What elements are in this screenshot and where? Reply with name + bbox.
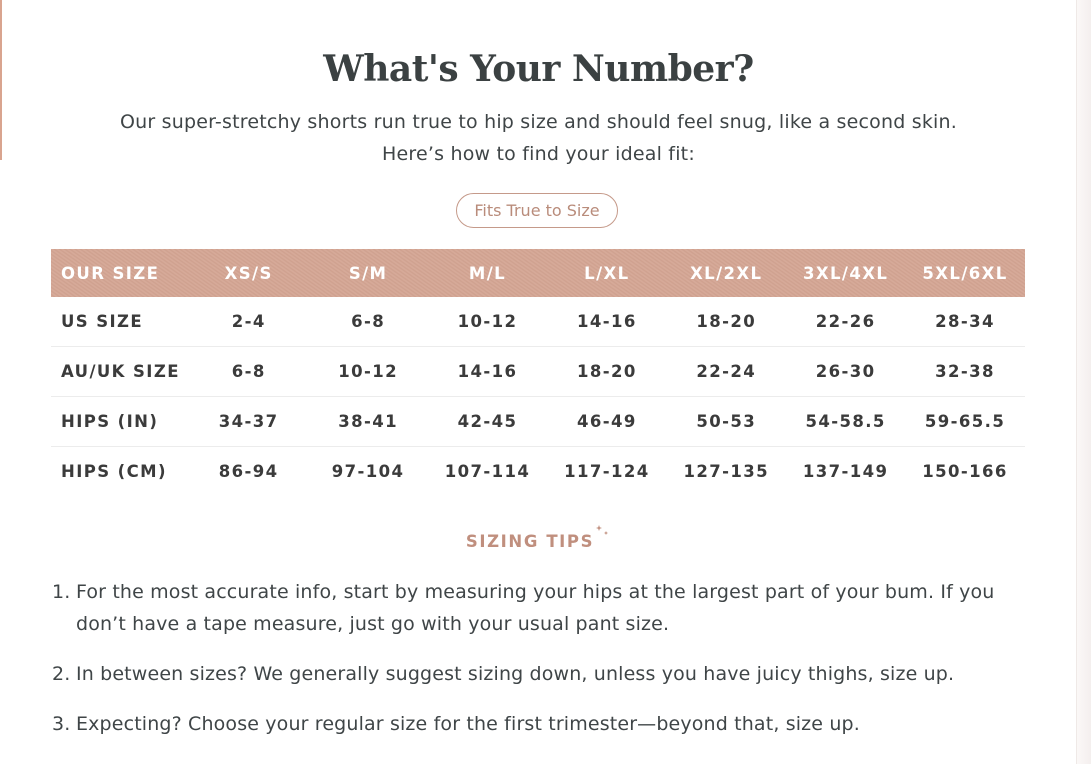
table-cell: 14-16 bbox=[457, 362, 518, 381]
table-header-cell: M/L bbox=[468, 263, 507, 283]
table-cell: 10-12 bbox=[338, 362, 398, 381]
table-cell: 6-8 bbox=[351, 312, 386, 331]
sizing-tips-list bbox=[52, 576, 1032, 758]
table-cell: 50-53 bbox=[696, 412, 757, 431]
table-header-cell: L/XL bbox=[584, 263, 630, 283]
list-item-text: In between sizes? We generally suggest sizing down, unless you have juicy thighs, size up. bbox=[76, 663, 955, 685]
table-cell: 22-26 bbox=[815, 312, 876, 331]
list-item bbox=[52, 658, 1032, 690]
subtitle-line-1: Our super-stretchy shorts run true to hip size and should feel snug, like a second skin. bbox=[119, 111, 958, 133]
table-header-cell: 3XL/4XL bbox=[803, 263, 889, 283]
table-cell: 117-124 bbox=[564, 462, 650, 481]
table-cell: 127-135 bbox=[683, 462, 770, 481]
table-row-au-uk-size bbox=[51, 347, 1025, 397]
table-cell: 32-38 bbox=[935, 362, 995, 381]
list-item-number: 3. bbox=[52, 713, 71, 735]
list-item-text: For the most accurate info, start by measuring your hips at the largest part of your bum. If you don’t have a tape measure, just go with your usual pant size. bbox=[76, 581, 995, 635]
table-header-row bbox=[51, 249, 1025, 297]
page-title: What's Your Number? bbox=[323, 48, 754, 90]
list-item-number: 1. bbox=[52, 581, 71, 603]
table-cell: 42-45 bbox=[457, 412, 518, 431]
table-header-cell: XL/2XL bbox=[690, 263, 763, 283]
list-item bbox=[52, 708, 1032, 740]
table-row-hips-cm bbox=[51, 447, 1025, 496]
table-header-cell: XS/S bbox=[224, 263, 273, 283]
table-cell: 18-20 bbox=[576, 362, 637, 381]
table-cell: 34-37 bbox=[218, 412, 279, 431]
table-cell: 137-149 bbox=[802, 462, 889, 481]
table-cell: 46-49 bbox=[576, 412, 637, 431]
sizing-tips-heading bbox=[0, 532, 1077, 551]
sparkle-icon bbox=[595, 524, 611, 540]
size-chart-table bbox=[51, 249, 1025, 496]
list-item-text: Expecting? Choose your regular size for the first trimester—beyond that, size up. bbox=[76, 713, 860, 735]
table-cell: 22-24 bbox=[696, 362, 757, 381]
table-header-cell: OUR SIZE bbox=[61, 263, 160, 283]
table-cell: 54-58.5 bbox=[805, 412, 886, 431]
page-subtitle bbox=[0, 106, 1077, 170]
row-label: US SIZE bbox=[61, 312, 144, 331]
row-label: AU/UK SIZE bbox=[61, 362, 180, 381]
subtitle-line-2: Here’s how to find your ideal fit: bbox=[382, 143, 695, 165]
scrollbar-track[interactable] bbox=[1076, 0, 1091, 764]
table-cell: 107-114 bbox=[444, 462, 531, 481]
table-cell: 86-94 bbox=[218, 462, 279, 481]
row-label: HIPS (CM) bbox=[61, 462, 167, 481]
row-label: HIPS (IN) bbox=[61, 412, 159, 431]
list-item bbox=[52, 576, 1032, 640]
table-cell: 150-166 bbox=[922, 462, 1008, 481]
table-cell: 28-34 bbox=[935, 312, 995, 331]
table-cell: 6-8 bbox=[231, 362, 266, 381]
table-cell: 18-20 bbox=[696, 312, 757, 331]
sizing-tips-title: SIZING TIPS bbox=[465, 532, 595, 551]
table-cell: 59-65.5 bbox=[924, 412, 1006, 431]
table-row-us-size bbox=[51, 297, 1025, 347]
table-cell: 26-30 bbox=[815, 362, 876, 381]
table-row-hips-in bbox=[51, 397, 1025, 447]
fits-true-to-size-badge: Fits True to Size bbox=[456, 193, 618, 228]
table-header-cell: 5XL/6XL bbox=[922, 263, 1008, 283]
table-header-cell: S/M bbox=[348, 263, 388, 283]
table-cell: 97-104 bbox=[331, 462, 405, 481]
list-item-number: 2. bbox=[52, 663, 71, 685]
table-cell: 2-4 bbox=[231, 312, 266, 331]
table-cell: 38-41 bbox=[338, 412, 398, 431]
table-cell: 10-12 bbox=[457, 312, 518, 331]
table-cell: 14-16 bbox=[576, 312, 637, 331]
